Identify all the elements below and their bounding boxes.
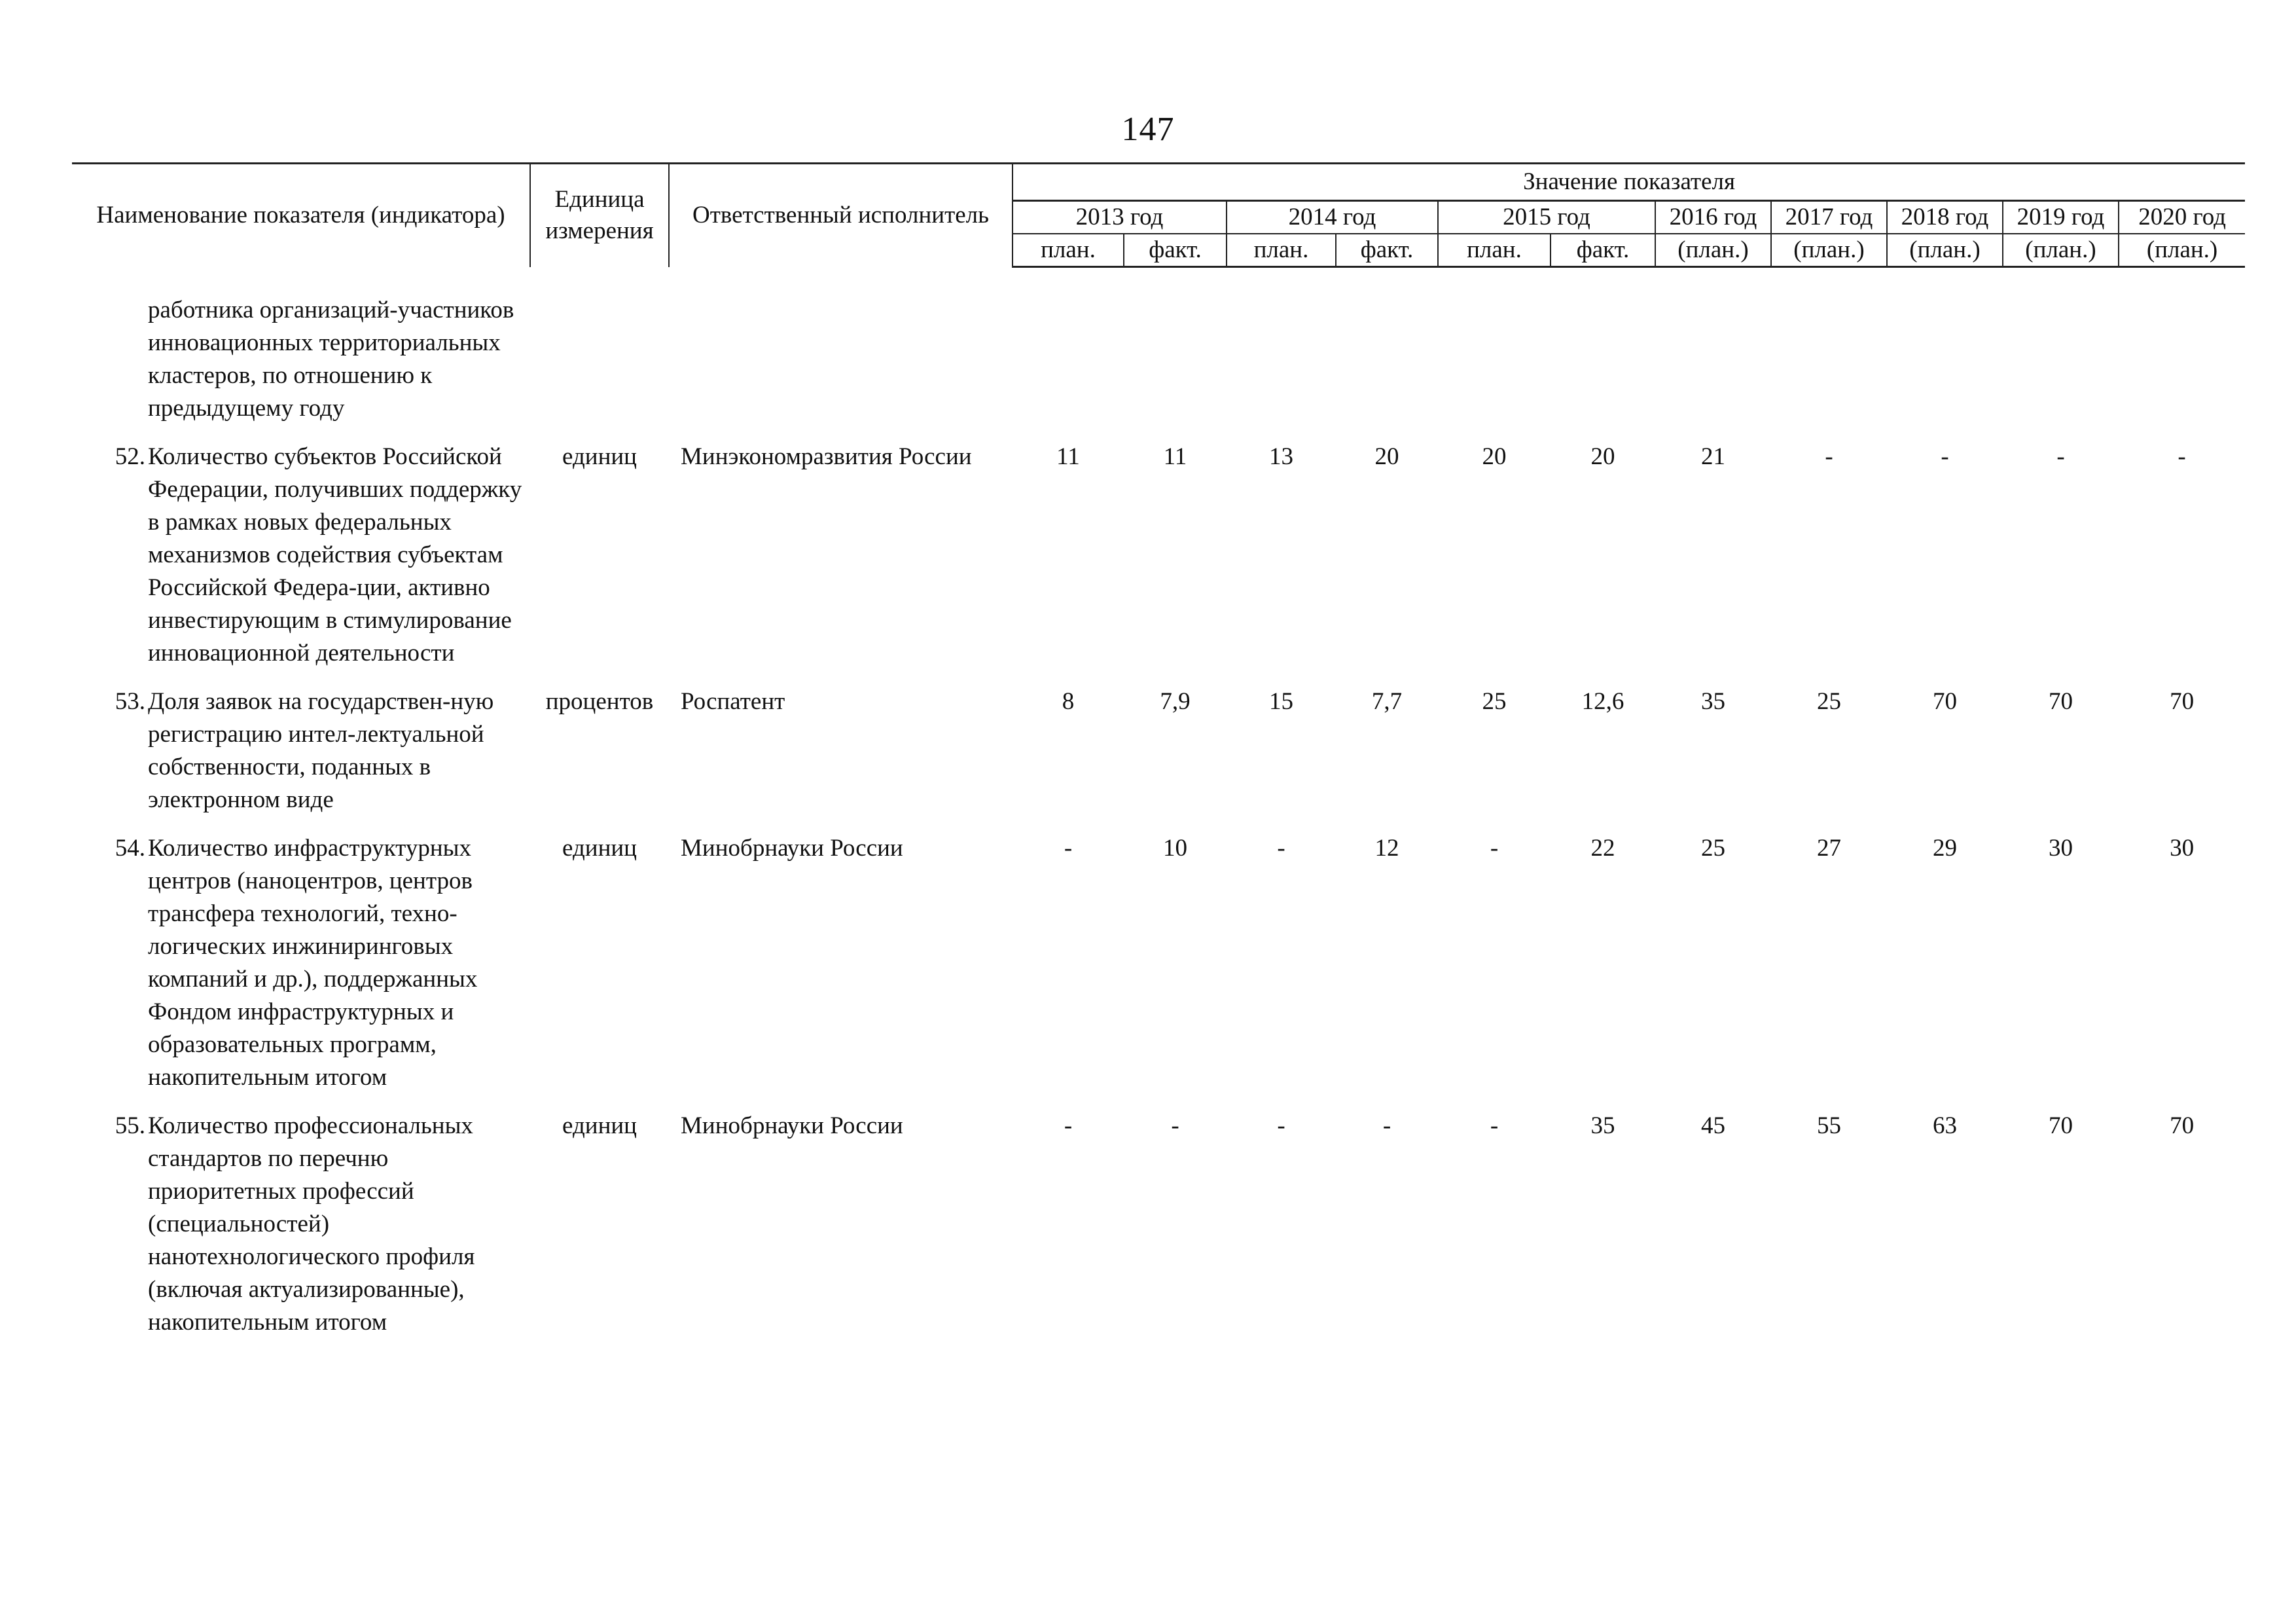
header-unit-col: Единица измерения [530,164,669,267]
value-cell: - [1171,1112,1179,1139]
value-cell: 27 [1817,835,1841,862]
row-number: 54. [115,835,145,862]
value-cell: - [1064,1112,1073,1139]
header-fact-2014: факт. [1336,234,1438,267]
value-cell: 11 [1056,443,1080,470]
executor-cell: Роспатент [681,688,785,715]
value-cell: 70 [1933,688,1957,715]
header-plan-2016: (план.) [1655,234,1771,267]
indicator-name: Количество профессиональных стандартов по перечню приоритетных профессий (специальностей) нанотехнологического профиля (включая актуализированные), накопительным итогом [148,1112,475,1336]
header-plan-2017: (план.) [1771,234,1887,267]
table-row [72,685,2245,832]
value-cell: - [1490,1112,1499,1139]
header-year-2020: 2020 год [2119,201,2245,234]
indicator-table [72,162,2245,1355]
value-cell: - [1277,835,1285,862]
value-cell: 63 [1933,1112,1957,1139]
value-cell: 35 [1590,1112,1615,1139]
value-cell: - [2178,443,2186,470]
header-fact-2015: факт. [1551,234,1655,267]
value-cell: 11 [1163,443,1187,470]
header-plan-2015: план. [1438,234,1551,267]
value-cell: 10 [1163,835,1187,862]
value-cell: - [2056,443,2065,470]
value-cell: - [1277,1112,1285,1139]
header-name-col: Наименование показателя (индикатора) [72,164,530,267]
indicator-name-continued: работника организаций-участников инновационных территориальных кластеров, по отношению к предыдущему году [148,297,514,422]
header-year-2016: 2016 год [1655,201,1771,234]
value-cell: 8 [1062,688,1075,715]
header-plan-2020: (план.) [2119,234,2245,267]
header-year-2013: 2013 год [1013,201,1227,234]
value-cell: 29 [1933,835,1957,862]
header-plan-2019: (план.) [2003,234,2119,267]
page-number: 147 [1121,111,1175,148]
unit-cell: единиц [562,1112,637,1139]
value-cell: 20 [1374,443,1399,470]
executor-cell: Минэкономразвития России [681,443,972,470]
table-row [72,441,2245,685]
value-cell: 20 [1590,443,1615,470]
header-year-2018: 2018 год [1887,201,2003,234]
header-year-2019: 2019 год [2003,201,2119,234]
header-fact-2013: факт. [1124,234,1227,267]
row-number: 55. [115,1112,145,1139]
value-cell: 25 [1817,688,1841,715]
value-cell: 7,9 [1160,688,1191,715]
indicator-name: Доля заявок на государствен-ную регистрацию интел-лектуальной собственности, поданных в электронном виде [148,688,494,813]
header-plan-2013: план. [1013,234,1124,267]
value-cell: 21 [1701,443,1725,470]
value-cell: 20 [1482,443,1507,470]
header-plan-2014: план. [1227,234,1336,267]
value-cell: - [1382,1112,1391,1139]
value-cell: 55 [1817,1112,1841,1139]
value-cell: - [1490,835,1499,862]
value-cell: 12 [1374,835,1399,862]
header-plan-2018: (план.) [1887,234,2003,267]
value-cell: 70 [2170,688,2195,715]
value-cell: 70 [2170,1112,2195,1139]
value-cell: 25 [1482,688,1507,715]
value-cell: - [1825,443,1833,470]
value-cell: 25 [1701,835,1725,862]
table-row-continued [72,294,2245,441]
executor-cell: Минобрнауки России [681,1112,903,1139]
row-number: 52. [115,443,145,470]
value-cell: - [1064,835,1073,862]
unit-cell: единиц [562,443,637,470]
value-cell: 30 [2049,835,2073,862]
value-cell: 70 [2049,688,2073,715]
header-value-group: Значение показателя [1013,164,2245,201]
value-cell: 12,6 [1581,688,1624,715]
value-cell: 13 [1269,443,1293,470]
value-cell: 7,7 [1371,688,1403,715]
row-number: 53. [115,688,145,715]
value-cell: 22 [1590,835,1615,862]
indicator-name: Количество инфраструктурных центров (наноцентров, центров трансфера технологий, техно-логических инжиниринговых компаний и др.), поддержанных Фондом инфраструктурных и образовательных программ, накопительным итогом [148,835,478,1091]
value-cell: - [1941,443,1949,470]
value-cell: 30 [2170,835,2195,862]
value-cell: 35 [1701,688,1725,715]
executor-cell: Минобрнауки России [681,835,903,862]
table-row [72,832,2245,1110]
table-row [72,1110,2245,1355]
indicator-name: Количество субъектов Российской Федерации, получивших поддержку в рамках новых федеральных механизмов содействия субъектам Российской Федера-ции, активно инвестирующим в стимулирование инновационной деятельности [148,443,522,666]
header-year-2014: 2014 год [1227,201,1438,234]
unit-cell: единиц [562,835,637,862]
header-year-2015: 2015 год [1438,201,1655,234]
header-year-2017: 2017 год [1771,201,1887,234]
header-exec-col: Ответственный исполнитель [669,164,1013,267]
unit-cell: процентов [545,688,654,715]
value-cell: 45 [1701,1112,1725,1139]
value-cell: 70 [2049,1112,2073,1139]
value-cell: 15 [1269,688,1293,715]
